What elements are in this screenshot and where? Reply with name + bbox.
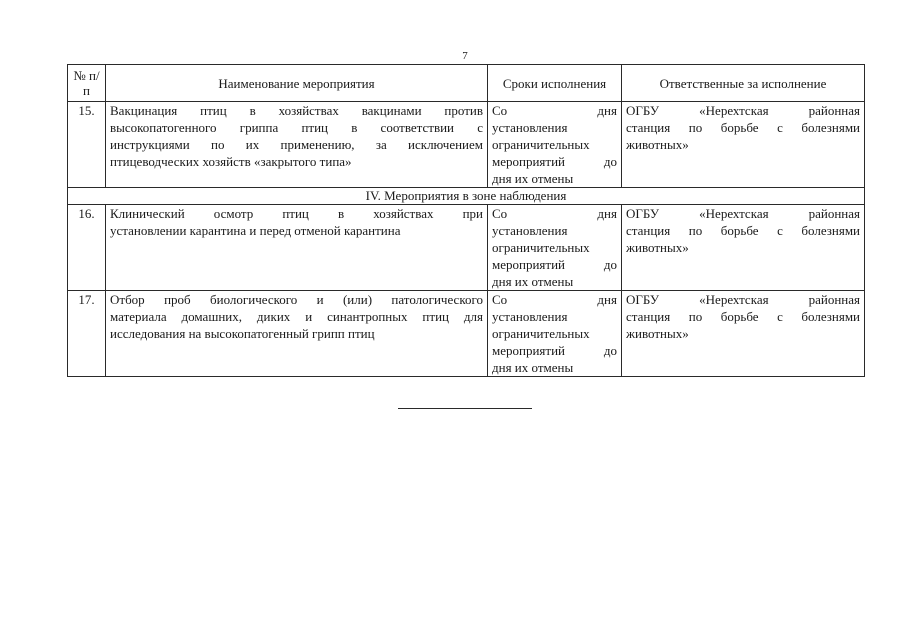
responsible-line: станция по борьбе с болезнями	[626, 120, 860, 135]
responsible-line: ОГБУ «Нерехтская районная	[626, 206, 860, 221]
measure-name	[106, 102, 488, 188]
measure-name-line: высокопатогенного гриппа птиц в соответствии с	[110, 120, 483, 135]
header-num: № п/п	[68, 65, 106, 102]
term-line: мероприятий до	[492, 343, 617, 358]
term-line: дня их отмены	[492, 360, 574, 375]
term-line: ограничительных	[492, 240, 590, 255]
term-line: установления	[492, 223, 568, 238]
measure-term	[488, 205, 622, 291]
table-row	[68, 205, 865, 291]
responsible-line: животных»	[626, 137, 689, 152]
responsible-line: ОГБУ «Нерехтская районная	[626, 292, 860, 307]
term-line: мероприятий до	[492, 257, 617, 272]
page-number: 7	[462, 50, 468, 62]
section-title: IV. Мероприятия в зоне наблюдения	[68, 188, 865, 205]
measure-responsible	[622, 205, 865, 291]
term-line: установления	[492, 120, 568, 135]
closing-rule	[398, 408, 532, 409]
section-row	[68, 188, 865, 205]
term-line: Со дня	[492, 292, 617, 307]
measure-name-line: материала домашних, диких и синантропных птиц для	[110, 309, 483, 324]
measure-name	[106, 291, 488, 377]
table-header-row	[68, 65, 865, 102]
responsible-line: станция по борьбе с болезнями	[626, 309, 860, 324]
term-line: ограничительных	[492, 137, 590, 152]
measure-name-line: исследования на высокопатогенный грипп птиц	[110, 326, 375, 341]
measure-responsible	[622, 291, 865, 377]
term-line: Со дня	[492, 206, 617, 221]
measure-responsible	[622, 102, 865, 188]
responsible-line: животных»	[626, 240, 689, 255]
table-row	[68, 102, 865, 188]
header-responsible: Ответственные за исполнение	[622, 65, 865, 102]
measure-name-line: птицеводческих хозяйств «закрытого типа»	[110, 154, 352, 169]
term-line: Со дня	[492, 103, 617, 118]
term-line: дня их отмены	[492, 274, 574, 289]
responsible-line: ОГБУ «Нерехтская районная	[626, 103, 860, 118]
measure-name-line: инструкциями по их применению, за исключением	[110, 137, 483, 152]
term-line: дня их отмены	[492, 171, 574, 186]
table-row	[68, 291, 865, 377]
measure-name	[106, 205, 488, 291]
responsible-line: животных»	[626, 326, 689, 341]
measures-table	[67, 64, 865, 377]
row-number: 16.	[68, 205, 106, 291]
row-number: 15.	[68, 102, 106, 188]
term-line: мероприятий до	[492, 154, 617, 169]
measure-term	[488, 102, 622, 188]
measure-name-line: Вакцинация птиц в хозяйствах вакцинами против	[110, 103, 483, 118]
measure-name-line: установлении карантина и перед отменой карантина	[110, 223, 401, 238]
measure-name-line: Отбор проб биологического и (или) патологического	[110, 292, 483, 307]
header-name: Наименование мероприятия	[106, 65, 488, 102]
responsible-line: станция по борьбе с болезнями	[626, 223, 860, 238]
header-term: Сроки исполнения	[488, 65, 622, 102]
row-number: 17.	[68, 291, 106, 377]
measure-name-line: Клинический осмотр птиц в хозяйствах при	[110, 206, 483, 221]
term-line: установления	[492, 309, 568, 324]
term-line: ограничительных	[492, 326, 590, 341]
measure-term	[488, 291, 622, 377]
